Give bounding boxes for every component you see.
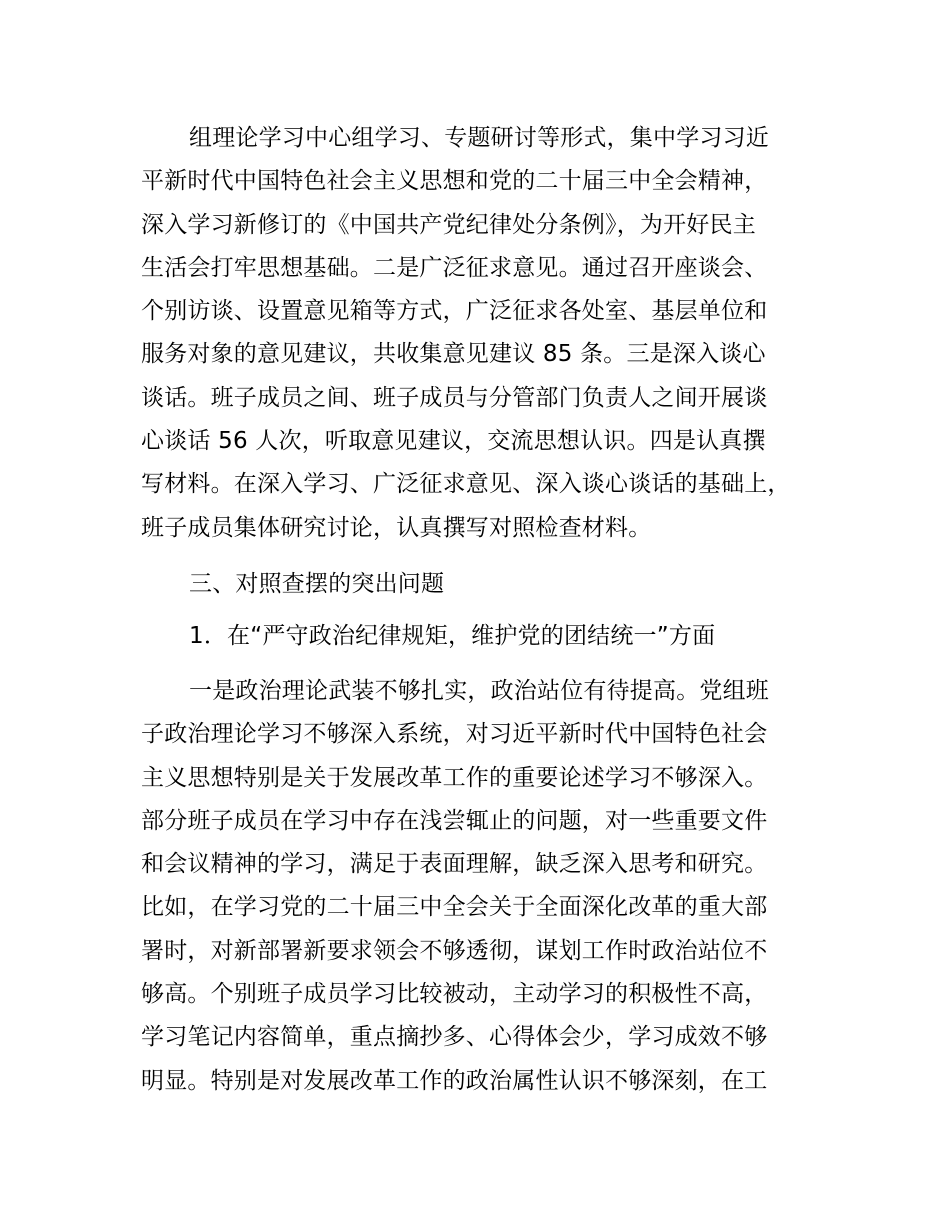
text-line: 主义思想特别是关于发展改革工作的重要论述学习不够深入。 [141,764,768,791]
text-line: 一是政治理论武装不够扎实，政治站位有待提高。党组班 [189,677,769,704]
text-line: 心谈话 56 人次，听取意见建议，交流思想认识。四是认真撰 [141,428,766,455]
text-line: 部分班子成员在学习中存在浅尝辄止的问题，对一些重要文件 [141,807,768,834]
text-line: 明显。特别是对发展改革工作的政治属性认识不够深刻，在工 [141,1067,768,1094]
text-line: 服务对象的意见建议，共收集意见建议 85 条。三是深入谈心 [141,341,766,368]
text-line: 深入学习新修订的《中国共产党纪律处分条例》，为开好民主 [141,211,756,238]
text-line: 生活会打牢思想基础。二是广泛征求意见。通过召开座谈会、 [141,254,768,281]
document-body [141,117,841,1103]
subheading: 1．在“严守政治纪律规矩，维护党的团结统一”方面 [189,622,716,649]
text-line: 学习笔记内容简单，重点摘抄多、心得体会少，学习成效不够 [141,1024,768,1051]
section-heading: 三、对照查摆的突出问题 [189,570,445,597]
text-line: 够高。个别班子成员学习比较被动，主动学习的积极性不高， [141,981,768,1008]
paragraph-gap [141,550,841,558]
text-line: 谈话。班子成员之间、班子成员与分管部门负责人之间开展谈 [141,384,768,411]
text-line: 平新时代中国特色社会主义思想和党的二十届三中全会精神， [141,168,768,195]
paragraph-gap [141,662,841,670]
paragraph-problems [141,670,841,1103]
text-line: 子政治理论学习不够深入系统，对习近平新时代中国特色社会 [141,721,768,748]
text-line: 组理论学习中心组学习、专题研讨等形式，集中学习习近 [189,125,769,151]
text-line: 和会议精神的学习，满足于表面理解，缺乏深入思考和研究。 [141,851,768,878]
text-line: 署时，对新部署新要求领会不够透彻，谋划工作时政治站位不 [141,937,768,964]
text-line: 比如，在学习党的二十届三中全会关于全面深化改革的重大部 [141,894,768,921]
text-line: 个别访谈、设置意见箱等方式，广泛征求各处室、基层单位和 [141,298,768,325]
text-line: 班子成员集体研究讨论，认真撰写对照检查材料。 [141,514,652,541]
text-line: 写材料。在深入学习、广泛征求意见、深入谈心谈话的基础上， [141,471,791,498]
paragraph-preparation [141,117,841,550]
